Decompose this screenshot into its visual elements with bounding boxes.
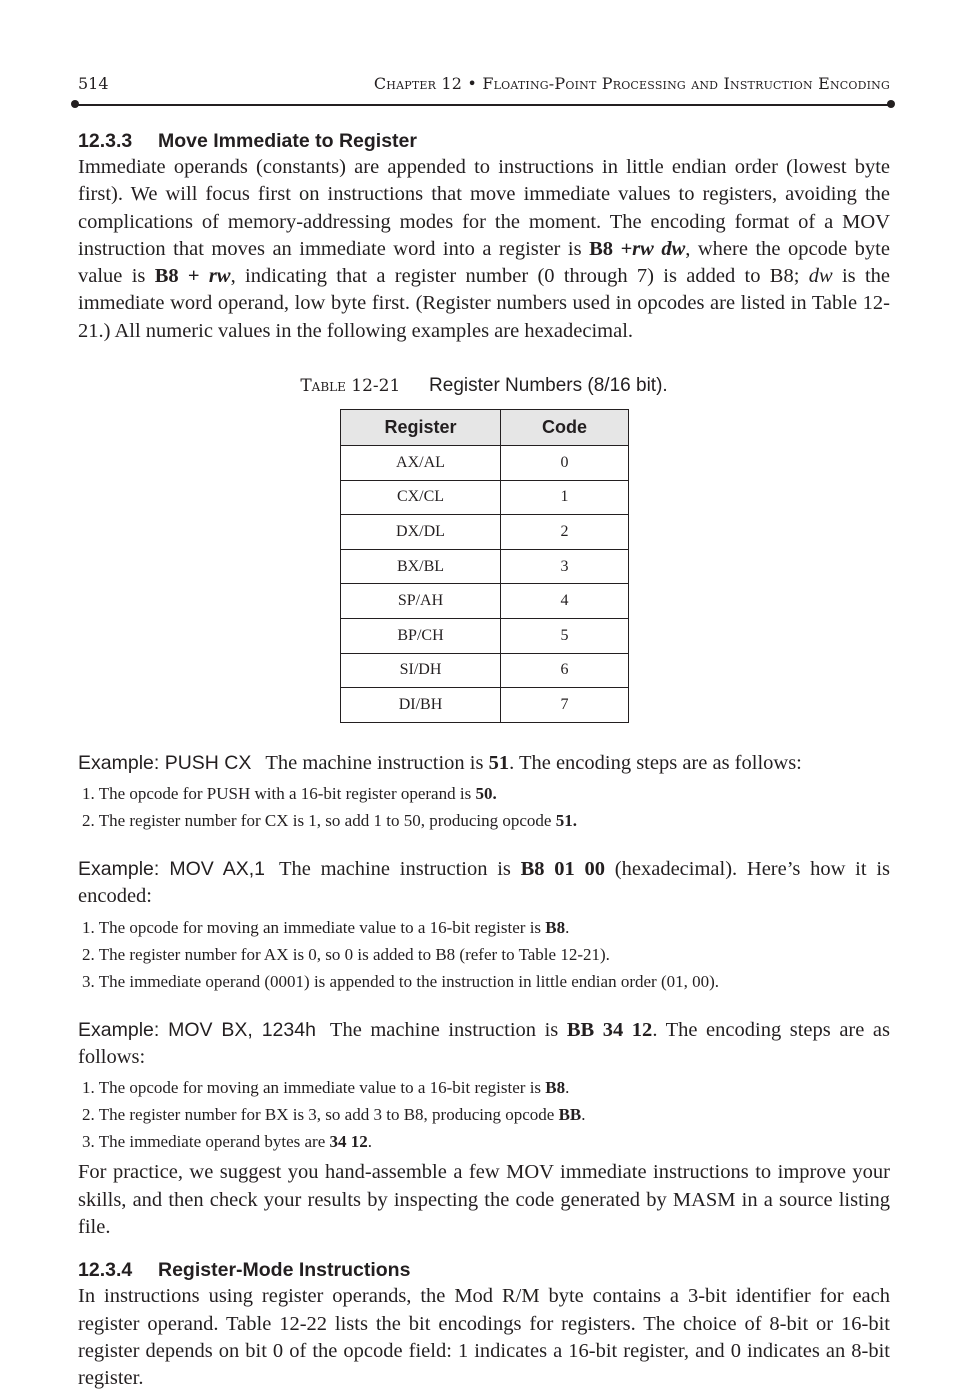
page-header xyxy=(78,74,890,98)
step-item xyxy=(82,914,890,941)
step-item xyxy=(82,780,890,807)
text-run: . The encoding steps are as follows: xyxy=(509,751,802,774)
text-run: The machine instruction is xyxy=(278,858,521,881)
section-number: 12.3.4 xyxy=(78,1259,133,1282)
text-run: 3. The immediate operand (0001) is appended to the instruction in little endian order (01, 00). xyxy=(82,971,720,991)
code-cell: 7 xyxy=(501,688,629,723)
running-head: Chapter 12 • Floating-Point Processing and Instruction Encoding xyxy=(373,74,890,93)
example-label: Example: MOV BX, 1234h xyxy=(78,1018,316,1041)
steps-list xyxy=(78,914,890,995)
section-title: Register-Mode Instructions xyxy=(158,1259,411,1282)
example-block xyxy=(78,856,890,995)
text-run: 2. The register number for BX is 3, so add 3 to B8, producing opcode xyxy=(82,1105,559,1125)
page-body xyxy=(78,128,890,1392)
text-run: B8 01 00 xyxy=(520,858,606,881)
register-cell: CX/CL xyxy=(341,480,501,515)
text-run: 3. The immediate operand bytes are xyxy=(82,1132,330,1152)
text-run: is the immediate word operand, low byte first. (Register numbers used in opcodes are listed in Table 12-21.) All numeric values in the following examples are hexadecimal. xyxy=(78,265,891,342)
steps-list xyxy=(78,780,890,834)
text-run: , indicating that a register number (0 through 7) is added to B8; xyxy=(230,265,809,288)
header-rule xyxy=(75,104,890,106)
register-cell: BP/CH xyxy=(341,619,501,654)
example-label: Example: PUSH CX xyxy=(78,751,252,774)
text-run: B8 xyxy=(545,1078,566,1098)
text-run: , where the opcode byte value is xyxy=(78,237,890,288)
practice-paragraph: For practice, we suggest you hand-assemble a few MOV immediate instructions to improve your skills, and then check your results by inspecting the code generated by MASM in a source listing file. xyxy=(78,1161,890,1238)
table-row xyxy=(341,446,629,481)
table-row xyxy=(341,480,629,515)
text-run: dw xyxy=(808,265,833,288)
section-paragraph xyxy=(78,154,890,345)
text-run: 2. The register number for AX is 0, so 0 is added to B8 (refer to Table 12-21). xyxy=(82,944,610,964)
text-run: Immediate operands (constants) are appended to instructions in little endian order (lowest byte first). We will focus first on instructions that move immediate values to registers, avoiding the complications of memory-addressing modes for the moment. The encoding format of a MOV instruction that moves an immediate word into a register is xyxy=(78,156,890,260)
text-run: 1. The opcode for PUSH with a 16-bit register operand is xyxy=(82,784,476,804)
register-cell: DX/DL xyxy=(341,515,501,550)
text-run: 34 12 xyxy=(329,1132,368,1152)
code-cell: 3 xyxy=(501,549,629,584)
example-intro xyxy=(78,856,890,911)
step-item xyxy=(82,1128,890,1155)
code-cell: 0 xyxy=(501,446,629,481)
section-number: 12.3.3 xyxy=(78,130,133,152)
text-run: B8 + xyxy=(154,265,209,288)
code-cell: 5 xyxy=(501,619,629,654)
text-run: . The encoding steps are as follows: xyxy=(78,1018,890,1069)
section-paragraph: In instructions using register operands, the Mod R/M byte contains a 3-bit identifier for each register operand. Table 12-22 lists the bit encodings for registers. The choice of 8-bit or 16-bit register depends on bit 0 of the opcode field: 1 indicates a 16-bit register, and 0 indicates an 8-bit register. xyxy=(78,1285,890,1390)
table-label: Table 12-21 xyxy=(300,376,401,397)
example-intro xyxy=(78,750,890,777)
step-item xyxy=(82,941,890,968)
text-run: 2. The register number for CX is 1, so add 1 to 50, producing opcode xyxy=(82,811,556,831)
table-row xyxy=(341,515,629,550)
page-number: 514 xyxy=(78,74,109,93)
code-cell: 6 xyxy=(501,653,629,688)
text-run: rw xyxy=(208,265,231,288)
section-heading-12-3-3 xyxy=(78,128,890,154)
text-run: +rw dw xyxy=(620,237,686,260)
text-run: 51 xyxy=(488,751,510,774)
step-item xyxy=(82,1101,890,1128)
example-label: Example: MOV AX,1 xyxy=(78,858,265,881)
text-run: B8 xyxy=(589,237,621,260)
register-numbers-table xyxy=(340,409,629,723)
table-caption xyxy=(78,375,890,397)
step-item xyxy=(82,807,890,834)
table-row xyxy=(341,584,629,619)
column-header-code: Code xyxy=(501,410,629,446)
text-run: The machine instruction is xyxy=(265,751,489,774)
rule-endpoint-right xyxy=(887,100,895,108)
text-run: 1. The opcode for moving an immediate value to a 16-bit register is xyxy=(82,1078,546,1098)
register-cell: BX/BL xyxy=(341,549,501,584)
section-heading-12-3-4 xyxy=(78,1257,890,1283)
step-item xyxy=(82,1074,890,1101)
text-run: . xyxy=(565,1078,570,1098)
register-cell: SI/DH xyxy=(341,653,501,688)
section-title: Move Immediate to Register xyxy=(158,130,417,152)
table-row xyxy=(341,619,629,654)
example-block xyxy=(78,750,890,834)
step-item xyxy=(82,968,890,995)
example-block xyxy=(78,1017,890,1156)
column-header-register: Register xyxy=(341,410,501,446)
text-run: (hexadecimal). Here’s how it is encoded: xyxy=(78,858,890,908)
text-run: 50. xyxy=(475,784,497,804)
table-row xyxy=(341,549,629,584)
table-row xyxy=(341,653,629,688)
text-run: . xyxy=(581,1105,586,1125)
text-run: . xyxy=(367,1132,373,1152)
text-run: The machine instruction is xyxy=(329,1018,567,1041)
code-cell: 2 xyxy=(501,515,629,550)
example-intro xyxy=(78,1017,890,1072)
register-cell: AX/AL xyxy=(341,446,501,481)
table-title: Register Numbers (8/16 bit). xyxy=(429,375,668,397)
text-run: BB xyxy=(558,1105,582,1125)
code-cell: 4 xyxy=(501,584,629,619)
examples xyxy=(78,750,890,1155)
text-run: . xyxy=(565,917,570,937)
register-cell: SP/AH xyxy=(341,584,501,619)
text-run: 1. The opcode for moving an immediate value to a 16-bit register is xyxy=(82,917,546,937)
text-run: BB 34 12 xyxy=(566,1018,653,1041)
code-cell: 1 xyxy=(501,480,629,515)
text-run: B8 xyxy=(545,917,566,937)
steps-list xyxy=(78,1074,890,1155)
register-cell: DI/BH xyxy=(341,688,501,723)
text-run: 51. xyxy=(555,811,577,831)
table-row xyxy=(341,688,629,723)
